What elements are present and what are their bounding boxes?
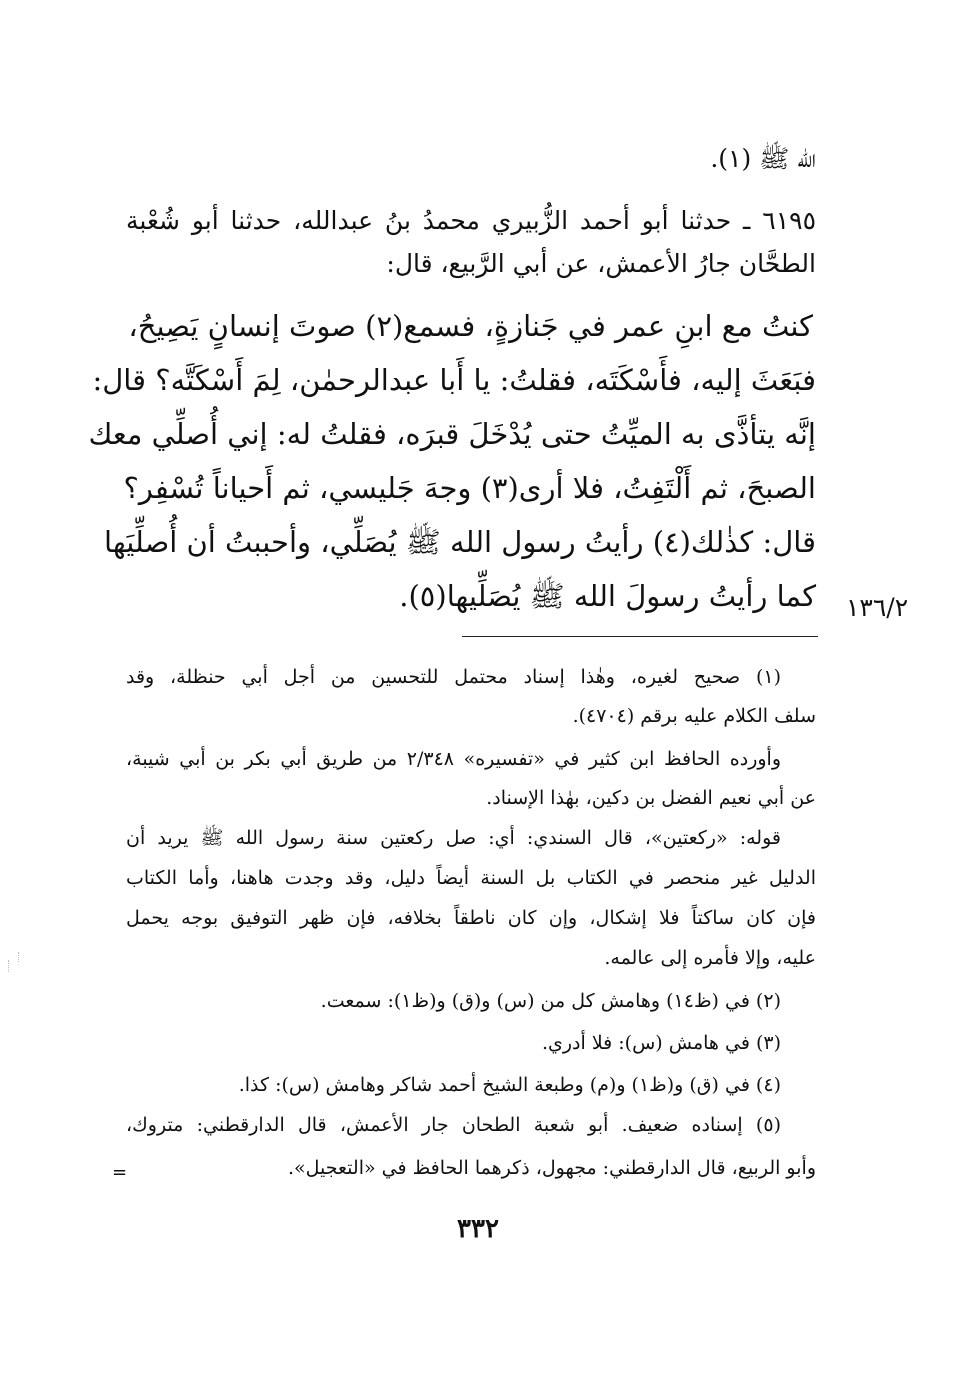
hadith-isnad-line-2: الطحَّان جارُ الأعمش، عن أبي الرَّبيع، قال:	[386, 249, 816, 278]
footnote-line-13: وأبو الربيع، قال الدارقطني: مجهول، ذكرهما الحافظ في «التعجيل».	[287, 1157, 816, 1179]
matn-line-4: الصبحَ، ثم أَلْتَفِتُ، فلا أرى(٣) وجهَ جَليسي، ثم أَحياناً تُسْفِر؟	[123, 471, 816, 505]
footnote-line-2: سلف الكلام عليه برقم (٤٧٠٤).	[572, 705, 816, 727]
matn-line-6: كما رأيتُ رسولَ الله ﷺ يُصَلِّيها(٥).	[399, 579, 816, 613]
hadith-isnad-line-1: ٦١٩٥ ـ حدثنا أبو أحمد الزُّبيري محمدُ بنُ عبدالله، حدثنا أبو شُعْبة	[126, 206, 816, 235]
matn-line-3: إنَّه يتأذَّى به الميِّتُ حتى يُدْخَلَ قبرَه، فقلتُ له: إني أُصلِّي معك	[88, 417, 816, 451]
footnote-line-9: (٢) في (ظ١٤) وهامش كل من (س) و(ق) و(ظ١): سمعت.	[320, 990, 781, 1012]
scan-speck	[8, 960, 11, 972]
side-reference: ١٣٦/٢	[846, 593, 909, 622]
footnote-line-12: (٥) إسناده ضعيف. أبو شعبة الطحان جار الأعمش، قال الدارقطني: متروك،	[126, 1114, 781, 1136]
footnote-line-4: عن أبي نعيم الفضل بن دكين، بهٰذا الإسناد.	[486, 787, 816, 809]
footnote-line-7: فإن كان ساكتاً فلا إشكال، وإن كان ناطقاً بخلافه، فإن ظهر التوفيق بوجه يحمل	[126, 907, 816, 929]
footnote-line-6: الدليل غير منحصر في الكتاب بل السنة أيضاً دليل، وقد وجدت هاهنا، وأما الكتاب	[126, 867, 816, 889]
header-line: الله ﷺ (١).	[710, 144, 816, 173]
scan-speck	[18, 952, 21, 962]
page-number: ٣٣٢	[457, 1214, 499, 1244]
footnote-line-8: عليه، وإلا فأمره إلى عالمه.	[604, 947, 816, 969]
matn-line-1: كنتُ مع ابنِ عمر في جَنازةٍ، فسمع(٢) صوتَ إنسانٍ يَصِيحُ،	[128, 309, 813, 343]
footnote-separator	[462, 636, 818, 637]
footnote-line-3: وأورده الحافظ ابن كثير في «تفسيره» ٢/٣٤٨ من طريق أبي بكر بن أبي شيبة،	[126, 748, 781, 770]
footnote-line-11: (٤) في (ق) و(ظ١) و(م) وطبعة الشيخ أحمد شاكر وهامش (س): كذا.	[238, 1074, 781, 1096]
continuation-mark: =	[112, 1162, 128, 1183]
footnote-line-5: قوله: «ركعتين»، قال السندي: أي: صل ركعتين سنة رسول الله ﷺ يريد أن	[126, 827, 781, 849]
footnote-line-10: (٣) في هامش (س): فلا أدري.	[541, 1032, 781, 1054]
footnote-line-1: (١) صحيح لغيره، وهٰذا إسناد محتمل للتحسين من أجل أبي حنظلة، وقد	[126, 666, 781, 688]
matn-line-2: فبَعَثَ إليه، فأَسْكَتَه، فقلتُ: يا أَبا عبدالرحمٰن، لِمَ أَسْكَتَّه؟ قال:	[92, 363, 816, 397]
matn-line-5: قال: كذٰلك(٤) رأيتُ رسول الله ﷺ يُصَلِّي، وأحببتُ أن أُصلِّيَها	[104, 525, 816, 559]
